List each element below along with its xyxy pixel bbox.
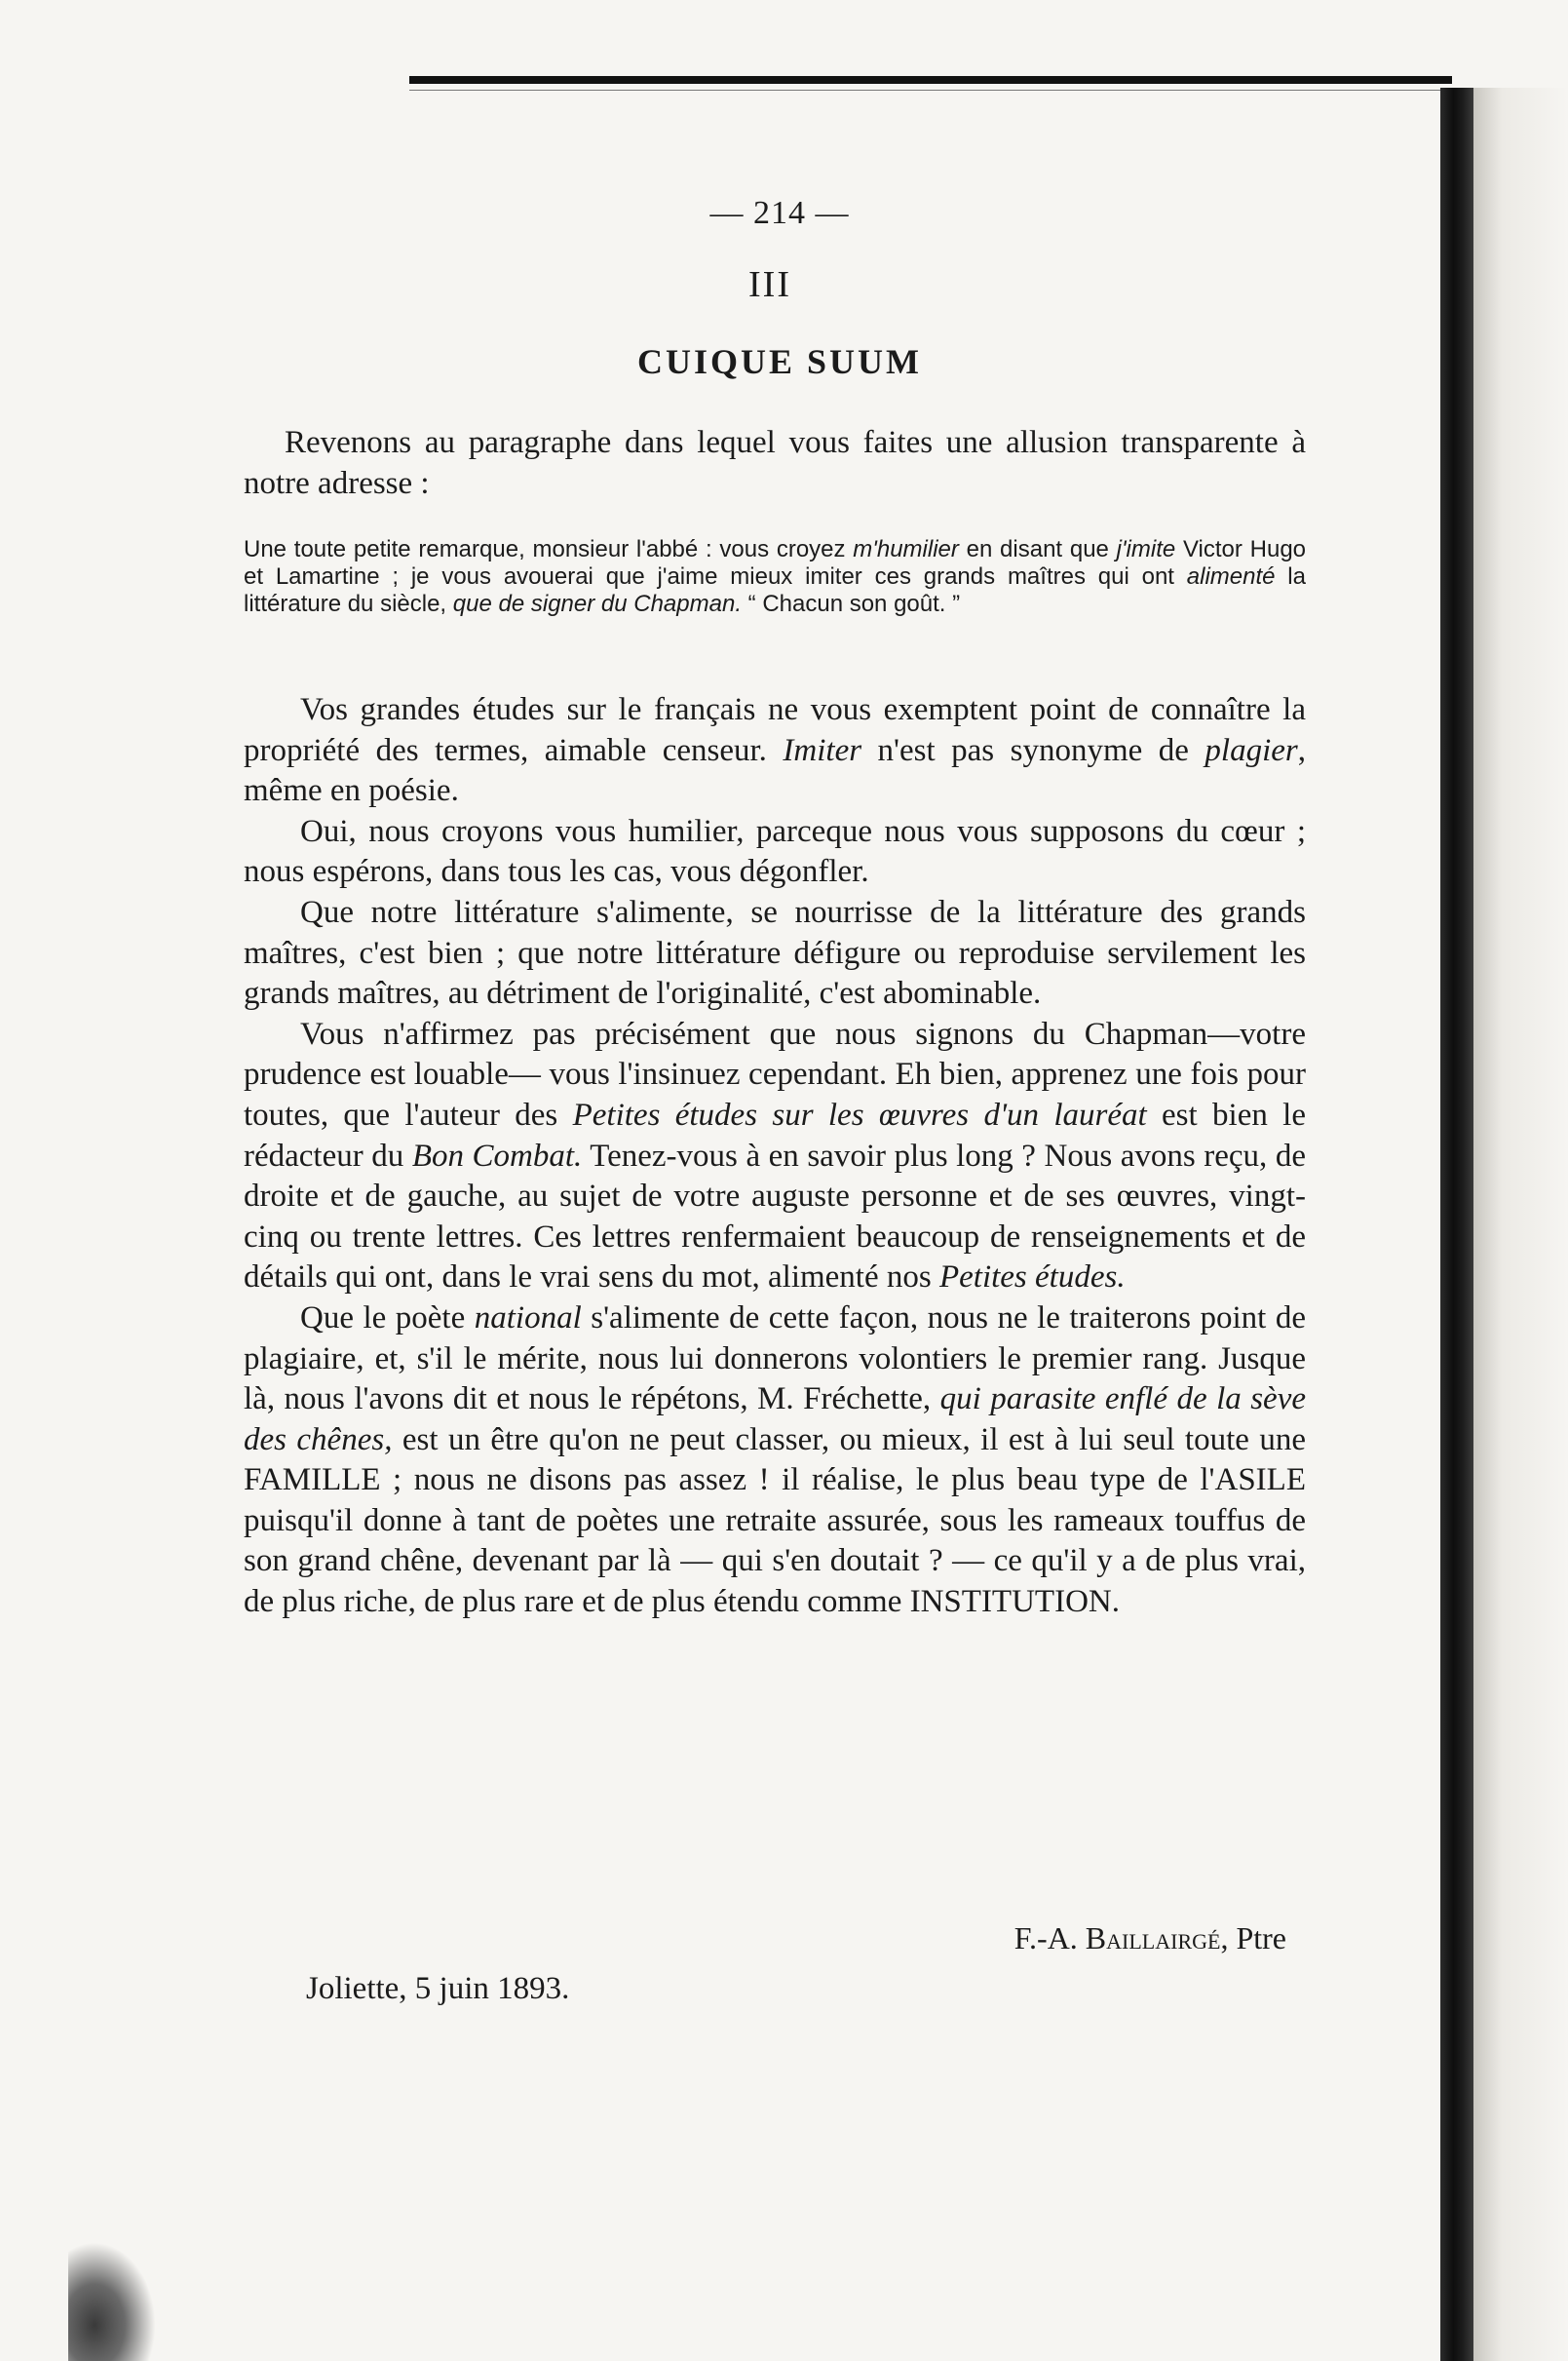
- p1-em1: Imiter: [783, 732, 862, 768]
- p3-a: Que notre littérature s'alimente, se nourrisse de la littérature des grands maîtres, c'est bien ; que notre littérature défigure ou reproduise servilement les grands maîtres, au détriment de l'originalité, c'est abominable.: [244, 894, 1306, 1012]
- p1-b: n'est pas synonyme de: [861, 732, 1205, 768]
- intro-paragraph: [244, 423, 1306, 504]
- quote-part5: “ Chacun son goût. ”: [741, 591, 961, 617]
- p5-b: s'alimente de cette façon, nous ne le traiterons point de plagiaire, et, s'il le mérite, nous lui donnerons volontiers le premier rang. Jusque là, nous l'avons dit et nous le répétons, M. Fréchette,: [244, 1299, 1306, 1417]
- main-text: [244, 690, 1306, 1623]
- quote-em2: j'imite: [1116, 536, 1176, 562]
- signature-initials: F.-A.: [1013, 1920, 1086, 1955]
- block-quote: [244, 536, 1306, 618]
- section-number: III: [748, 264, 791, 305]
- p5-a: Que le poète: [300, 1299, 475, 1335]
- p2-a: Oui, nous croyons vous humilier, parceque nous vous supposons du cœur ; nous espérons, dans tous les cas, vous dégonfler.: [244, 813, 1306, 890]
- p1-em2: plagier: [1205, 732, 1298, 768]
- dateline: Joliette, 5 juin 1893.: [306, 1971, 570, 2006]
- section-title: CUIQUE SUUM: [636, 342, 922, 381]
- signature-suffix: , Ptre: [1220, 1920, 1286, 1955]
- paragraph-5: [244, 1298, 1306, 1623]
- paragraph-2: [244, 812, 1306, 893]
- p4-em1: Petites études sur les œuvres d'un lauréat: [572, 1097, 1147, 1133]
- p5-em1: national: [474, 1299, 582, 1335]
- p5-c: est un être qu'on ne peut classer, ou mieux, il est à lui seul toute une FAMILLE ; nous ne disons pas assez ! il réalise, le plus beau type de l'ASILE puisqu'il donne à tant de poètes une retraite assurée, sous les rameaux touffus de son grand chêne, devenant par là — qui s'en doutait ? — ce qu'il y a de plus vrai, de plus riche, de plus rare et de plus étendu comme INSTITUTION.: [244, 1421, 1306, 1620]
- p4-em3: Petites études.: [938, 1259, 1126, 1296]
- page-edge: [1473, 88, 1568, 2361]
- p4-a: Vous n'affirmez pas précisément que nous signons du Chapman—votre prudence est louable— vous l'insinuez cependant. Eh bien, apprenez une fois pour toutes, que l'auteur des: [244, 1016, 1306, 1133]
- quote-em1: m'humilier: [853, 536, 959, 562]
- quote-part2: en disant que: [958, 536, 1117, 562]
- top-rule: [409, 76, 1452, 84]
- corner-smudge: [68, 2242, 156, 2361]
- page-number: — 214 —: [709, 195, 850, 231]
- paragraph-1: [244, 690, 1306, 812]
- top-rule-thin: [409, 90, 1442, 91]
- quote-em4: que de signer du Chapman.: [452, 591, 742, 617]
- signature: [877, 1920, 1286, 1956]
- quote-part1: Une toute petite remarque, monsieur l'abbé : vous croyez: [244, 536, 854, 562]
- paragraph-3: [244, 893, 1306, 1015]
- quote-part4: la littérature du siècle,: [244, 563, 1306, 617]
- p4-b: est bien le rédacteur du: [244, 1097, 1306, 1174]
- paragraph-4: [244, 1015, 1306, 1298]
- quote-text: [244, 536, 1306, 618]
- p4-em2: Bon Combat.: [411, 1138, 583, 1174]
- p5-em2: qui parasite enflé de la sève des chênes,: [244, 1381, 1306, 1457]
- signature-name: Baillairgé: [1085, 1920, 1221, 1955]
- p1-c: , même en poésie.: [244, 732, 1306, 809]
- book-spine-shadow: [1440, 88, 1473, 2361]
- quote-em3: alimenté: [1186, 563, 1276, 590]
- p4-c: Tenez-vous à en savoir plus long ? Nous avons reçu, de droite et de gauche, au sujet de votre auguste personne et de ses œuvres, vingt-cinq ou trente lettres. Ces lettres renfermaient beaucoup de renseignements et de détails qui ont, dans le vrai sens du mot, alimenté nos: [244, 1138, 1306, 1296]
- intro-text: Revenons au paragraphe dans lequel vous faites une allusion transparente à notre adresse :: [244, 425, 1306, 501]
- p1-a: Vos grandes études sur le français ne vous exemptent point de connaître la propriété des termes, aimable censeur.: [244, 692, 1306, 768]
- quote-part3: Victor Hugo et Lamartine ; je vous avouerai que j'aime mieux imiter ces grands maîtres qui ont: [244, 536, 1307, 590]
